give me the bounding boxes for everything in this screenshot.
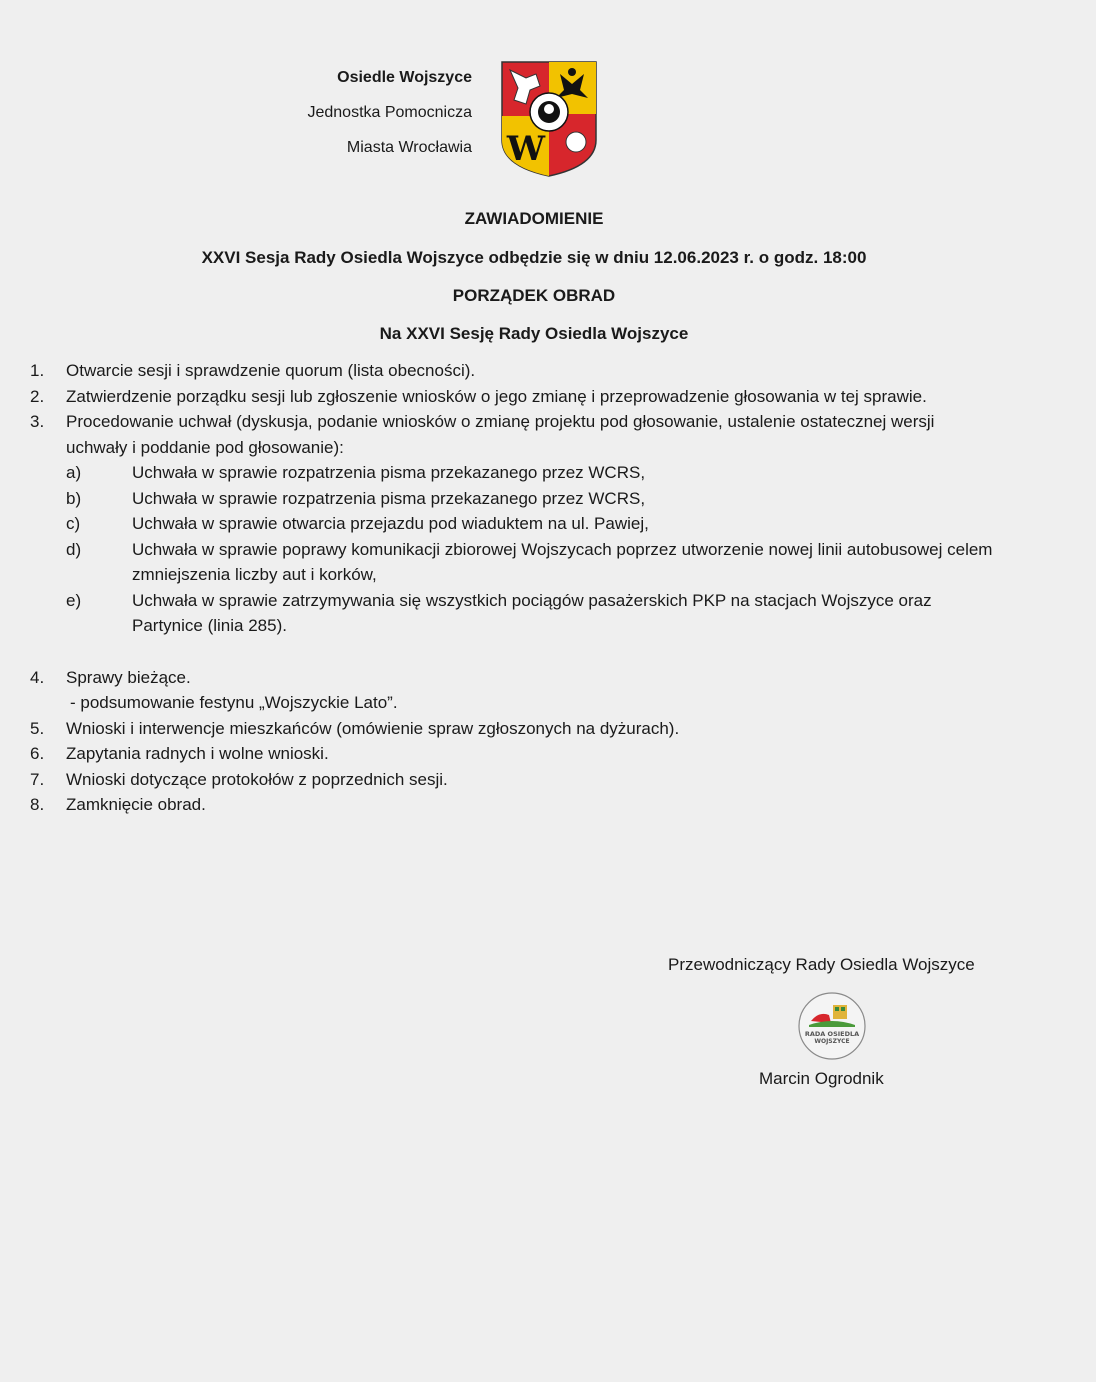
agenda-title: PORZĄDEK OBRAD: [452, 286, 616, 305]
list-item: [30, 665, 1000, 691]
session-announcement: XXVI Sesja Rady Osiedla Wojszyce odbędzie się w dniu 12.06.2023 r. o godz. 18:00: [201, 248, 867, 267]
item-number: 3.: [30, 412, 45, 431]
signatory-role: Przewodniczący Rady Osiedla Wojszyce: [668, 955, 975, 974]
item-text: Otwarcie sesji i sprawdzenie quorum (lista obecności).: [66, 361, 476, 380]
letterhead: [307, 60, 472, 165]
sub-item-label: a): [66, 463, 82, 482]
item-number: 7.: [30, 769, 45, 789]
notice-title: ZAWIADOMIENIE: [464, 209, 604, 228]
signatory-name: Marcin Ogrodnik: [759, 1069, 884, 1088]
sub-item-text: Uchwała w sprawie rozpatrzenia pisma przekazanego przez WCRS,: [132, 488, 646, 508]
list-item: [30, 741, 1000, 767]
item-text: Zamknięcie obrad.: [66, 795, 206, 814]
item-text: Sprawy bieżące.: [66, 667, 191, 687]
agenda-list: [30, 358, 1000, 818]
item-number: 1.: [30, 361, 45, 380]
item-note: - podsumowanie festynu „Wojszyckie Lato”.: [70, 693, 398, 712]
wroclaw-coat-of-arms-icon: [500, 60, 598, 178]
sub-item: [66, 537, 1000, 588]
sub-item-label: d): [66, 539, 82, 559]
list-item: [30, 384, 1000, 410]
sub-item-label: e): [66, 590, 82, 610]
item-number: 4.: [30, 667, 45, 687]
list-item: [30, 767, 1000, 793]
list-item: [30, 792, 1000, 818]
item-number: 6.: [30, 744, 45, 763]
item-number: 2.: [30, 386, 45, 406]
list-item: [30, 358, 1000, 384]
item-number: 5.: [30, 718, 45, 738]
list-item: [30, 716, 1000, 742]
sub-item-label: b): [66, 488, 82, 508]
sub-item-text: Uchwała w sprawie zatrzymywania się wszystkich pociągów pasażerskich PKP na stacjach Wojszyce oraz Partynice (linia 285).: [132, 590, 932, 635]
org-name: Osiedle Wojszyce: [337, 69, 472, 86]
item-text: Zapytania radnych i wolne wnioski.: [66, 744, 329, 763]
item-number: 8.: [30, 795, 45, 814]
council-seal-icon: [797, 991, 867, 1061]
item-text: Wnioski dotyczące protokołów z poprzednich sesji.: [66, 769, 448, 789]
agenda-subtitle: Na XXVI Sesję Rady Osiedla Wojszyce: [379, 324, 689, 343]
item-text: Wnioski i interwencje mieszkańców (omówienie spraw zgłoszonych na dyżurach).: [66, 718, 680, 738]
sub-item-label: c): [66, 514, 81, 533]
item-text: Procedowanie uchwał (dyskusja, podanie wniosków o zmianę projektu pod głosowanie, ustalenie ostatecznej wersji uchwały i poddanie pod głosowanie):: [66, 412, 935, 457]
item-text: Zatwierdzenie porządku sesji lub zgłoszenie wniosków o jego zmianę i przeprowadzenie głosowania w tej sprawie.: [66, 386, 927, 406]
crest-letter: W: [506, 129, 546, 169]
sub-item: [66, 511, 1000, 537]
list-item: [30, 409, 1000, 460]
spacer: [30, 639, 1000, 665]
sub-item: [66, 460, 1000, 486]
sub-item-text: Uchwała w sprawie poprawy komunikacji zbiorowej Wojszycach poprzez utworzenie nowej linii autobusowej celem zmniejszenia liczby aut i korków,: [132, 539, 993, 584]
sub-item-text: Uchwała w sprawie rozpatrzenia pisma przekazanego przez WCRS,: [132, 463, 646, 482]
org-city: Miasta Wrocławia: [346, 139, 472, 156]
sub-item-text: Uchwała w sprawie otwarcia przejazdu pod wiaduktem na ul. Pawiej,: [132, 514, 649, 533]
seal-text: RADA OSIEDLA: [804, 1030, 860, 1038]
seal-text: WOJSZYCE: [814, 1038, 850, 1045]
sub-item: [66, 486, 1000, 512]
org-unit: Jednostka Pomocnicza: [307, 104, 472, 121]
sub-item: [66, 588, 1000, 639]
